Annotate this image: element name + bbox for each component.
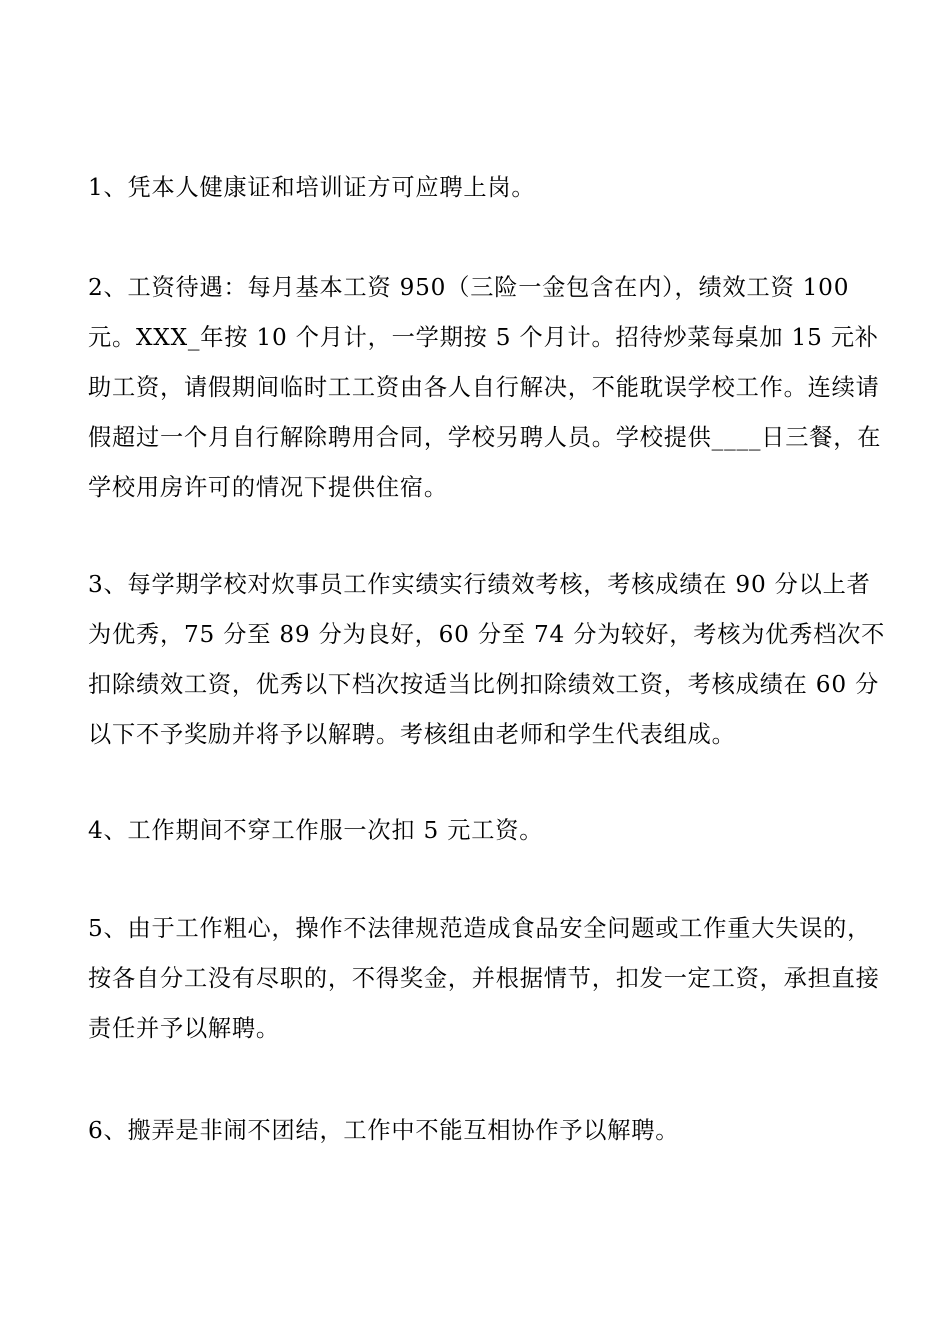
paragraph-3: 3、每学期学校对炊事员工作实绩实行绩效考核，考核成绩在 90 分以上者为优秀，75 分至 89 分为良好，60 分至 74 分为较好，考核为优秀档次不扣除绩效工资，优秀以下档次按适当比例扣除绩效工资，考核成绩在 60 分以下不予奖励并将予以解聘。考核组由老师和学生代表组成。 [88, 571, 886, 748]
paragraph-5: 5、由于工作粗心，操作不法律规范造成食品安全问题或工作重大失误的，按各自分工没有尽职的，不得奖金，并根据情节，扣发一定工资，承担直接责任并予以解聘。 [88, 915, 880, 1042]
paragraph-1: 1、凭本人健康证和培训证方可应聘上岗。 [88, 174, 536, 201]
paragraph-2: 2、工资待遇：每月基本工资 950（三险一金包含在内），绩效工资 100 元。XXX_年按 10 个月计，一学期按 5 个月计。招待炒菜每桌加 15 元补助工资，请假期间临时工工资由各人自行解决，不能耽误学校工作。连续请假超过一个月自行解除聘用合同，学校另聘人员。学校提供____日三餐，在学校用房许可的情况下提供住宿。 [88, 274, 882, 501]
paragraph-6: 6、搬弄是非闹不团结，工作中不能互相协作予以解聘。 [88, 1117, 680, 1144]
paragraph-4: 4、工作期间不穿工作服一次扣 5 元工资。 [88, 817, 544, 844]
